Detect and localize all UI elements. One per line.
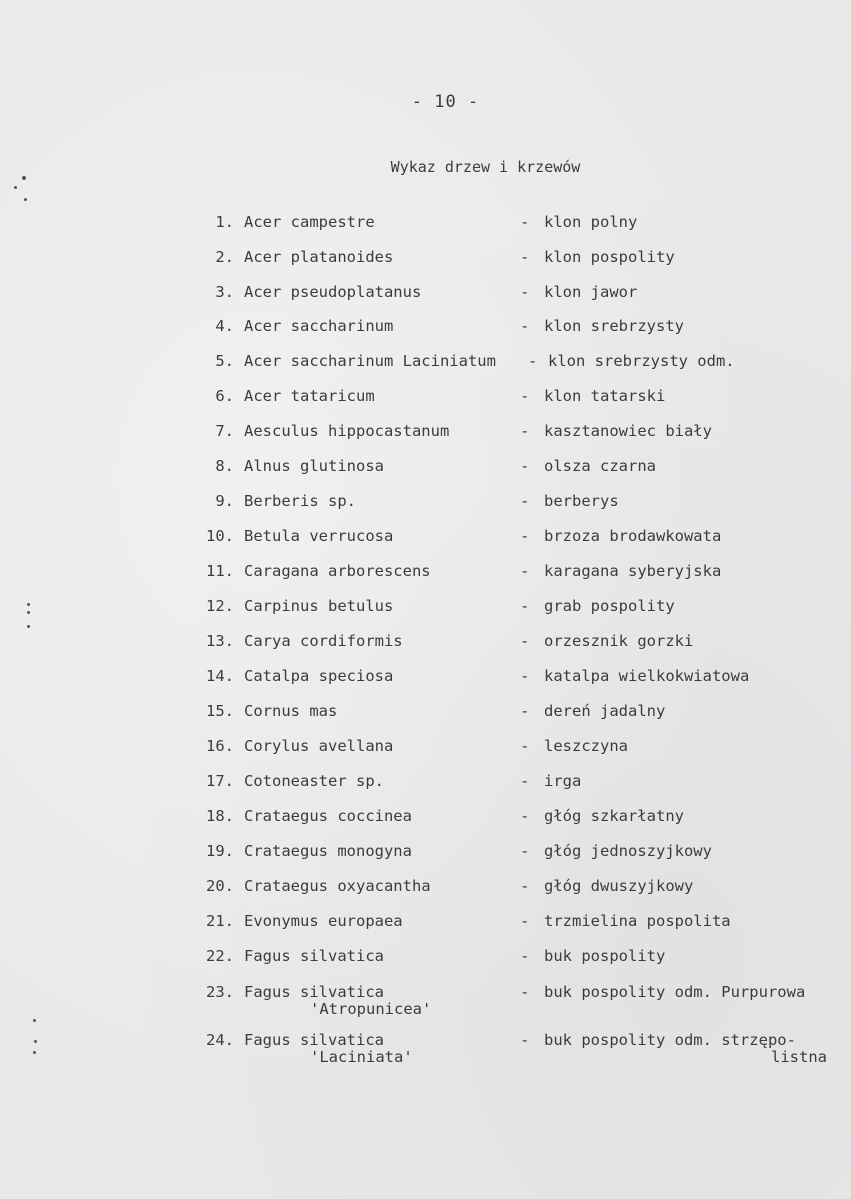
species-list: [0, 210, 851, 1110]
polish-name: dereń jadalny: [544, 702, 666, 720]
punch-mark: [27, 603, 30, 606]
polish-name: orzesznik gorzki: [544, 632, 694, 650]
separator-dash: -: [520, 947, 530, 965]
punch-mark: [14, 186, 17, 189]
latin-name: Carpinus betulus: [244, 597, 394, 615]
latin-name: Acer saccharinum Laciniatum: [244, 352, 496, 370]
item-number: 7.: [215, 422, 234, 440]
latin-name: Acer campestre: [244, 213, 375, 231]
separator-dash: -: [520, 877, 530, 895]
polish-name: głóg szkarłatny: [544, 807, 684, 825]
latin-name: Alnus glutinosa: [244, 457, 384, 475]
separator-dash: -: [520, 387, 530, 405]
latin-name: Aesculus hippocastanum: [244, 422, 450, 440]
latin-name: Crataegus coccinea: [244, 807, 412, 825]
punch-mark: [22, 176, 26, 180]
polish-name: leszczyna: [544, 737, 628, 755]
latin-name: Evonymus europaea: [244, 912, 403, 930]
separator-dash: -: [520, 1031, 530, 1049]
latin-name: Acer pseudoplatanus: [244, 283, 422, 301]
separator-dash: -: [520, 283, 530, 301]
latin-name: Caragana arborescens: [244, 562, 431, 580]
item-number: 20.: [206, 877, 234, 895]
polish-name: klon polny: [544, 213, 638, 231]
item-number: 8.: [215, 457, 234, 475]
polish-name: klon tatarski: [544, 387, 666, 405]
separator-dash: -: [520, 737, 530, 755]
separator-dash: -: [520, 983, 530, 1001]
latin-name: Acer tataricum: [244, 387, 375, 405]
item-number: 23.: [206, 983, 234, 1001]
separator-dash: -: [528, 352, 538, 370]
punch-mark: [33, 1019, 36, 1022]
item-number: 17.: [206, 772, 234, 790]
item-number: 5.: [215, 352, 234, 370]
latin-name: Crataegus oxyacantha: [244, 877, 431, 895]
polish-name: brzoza brodawkowata: [544, 527, 722, 545]
separator-dash: -: [520, 213, 530, 231]
separator-dash: -: [520, 317, 530, 335]
separator-dash: -: [520, 842, 530, 860]
punch-mark: [33, 1051, 36, 1054]
polish-name: grab pospolity: [544, 597, 675, 615]
item-number: 14.: [206, 667, 234, 685]
polish-name: irga: [544, 772, 582, 790]
punch-mark: [24, 198, 27, 201]
polish-name: buk pospolity odm. Purpurowa: [544, 983, 806, 1001]
polish-name: trzmielina pospolita: [544, 912, 731, 930]
polish-name: klon pospolity: [544, 248, 675, 266]
polish-name: katalpa wielkokwiatowa: [544, 667, 750, 685]
polish-name: kasztanowiec biały: [544, 422, 712, 440]
latin-name: Berberis sp.: [244, 492, 356, 510]
latin-name: Acer saccharinum: [244, 317, 394, 335]
item-number: 2.: [215, 248, 234, 266]
polish-name-continuation: listna: [771, 1048, 827, 1066]
latin-name: Catalpa speciosa: [244, 667, 394, 685]
list-heading: Wykaz drzew i krzewów: [390, 158, 581, 176]
latin-name: Cotoneaster sp.: [244, 772, 384, 790]
item-number: 9.: [215, 492, 234, 510]
polish-name: klon jawor: [544, 283, 638, 301]
separator-dash: -: [520, 912, 530, 930]
separator-dash: -: [520, 597, 530, 615]
polish-name: olsza czarna: [544, 457, 656, 475]
separator-dash: -: [520, 457, 530, 475]
item-number: 22.: [206, 947, 234, 965]
latin-name: Corylus avellana: [244, 737, 394, 755]
punch-mark: [27, 611, 30, 614]
punch-mark: [34, 1040, 37, 1043]
latin-name: Fagus silvatica: [244, 947, 384, 965]
item-number: 4.: [215, 317, 234, 335]
separator-dash: -: [520, 248, 530, 266]
item-number: 18.: [206, 807, 234, 825]
separator-dash: -: [520, 562, 530, 580]
latin-name: Fagus silvatica: [244, 1031, 384, 1049]
item-number: 16.: [206, 737, 234, 755]
polish-name: buk pospolity odm. strzępo-: [544, 1031, 796, 1049]
latin-name: Acer platanoides: [244, 248, 394, 266]
latin-name: Betula verrucosa: [244, 527, 394, 545]
polish-name: głóg jednoszyjkowy: [544, 842, 712, 860]
separator-dash: -: [520, 702, 530, 720]
item-number: 11.: [206, 562, 234, 580]
item-number: 15.: [206, 702, 234, 720]
separator-dash: -: [520, 807, 530, 825]
item-number: 10.: [206, 527, 234, 545]
polish-name: buk pospolity: [544, 947, 666, 965]
latin-variety: 'Atropunicea': [310, 1000, 432, 1018]
separator-dash: -: [520, 422, 530, 440]
item-number: 24.: [206, 1031, 234, 1049]
item-number: 3.: [215, 283, 234, 301]
separator-dash: -: [520, 667, 530, 685]
latin-name: Crataegus monogyna: [244, 842, 412, 860]
item-number: 13.: [206, 632, 234, 650]
latin-variety: 'Laciniata': [310, 1048, 413, 1066]
page-number: - 10 -: [411, 92, 480, 112]
punch-mark: [27, 625, 30, 628]
separator-dash: -: [520, 632, 530, 650]
polish-name: głóg dwuszyjkowy: [544, 877, 694, 895]
item-number: 12.: [206, 597, 234, 615]
item-number: 6.: [215, 387, 234, 405]
item-number: 21.: [206, 912, 234, 930]
separator-dash: -: [520, 772, 530, 790]
polish-name: klon srebrzysty: [544, 317, 684, 335]
item-number: 19.: [206, 842, 234, 860]
latin-name: Cornus mas: [244, 702, 338, 720]
polish-name: berberys: [544, 492, 619, 510]
separator-dash: -: [520, 527, 530, 545]
item-number: 1.: [215, 213, 234, 231]
latin-name: Carya cordiformis: [244, 632, 403, 650]
polish-name: karagana syberyjska: [544, 562, 722, 580]
polish-name: klon srebrzysty odm.: [548, 352, 735, 370]
separator-dash: -: [520, 492, 530, 510]
latin-name: Fagus silvatica: [244, 983, 384, 1001]
